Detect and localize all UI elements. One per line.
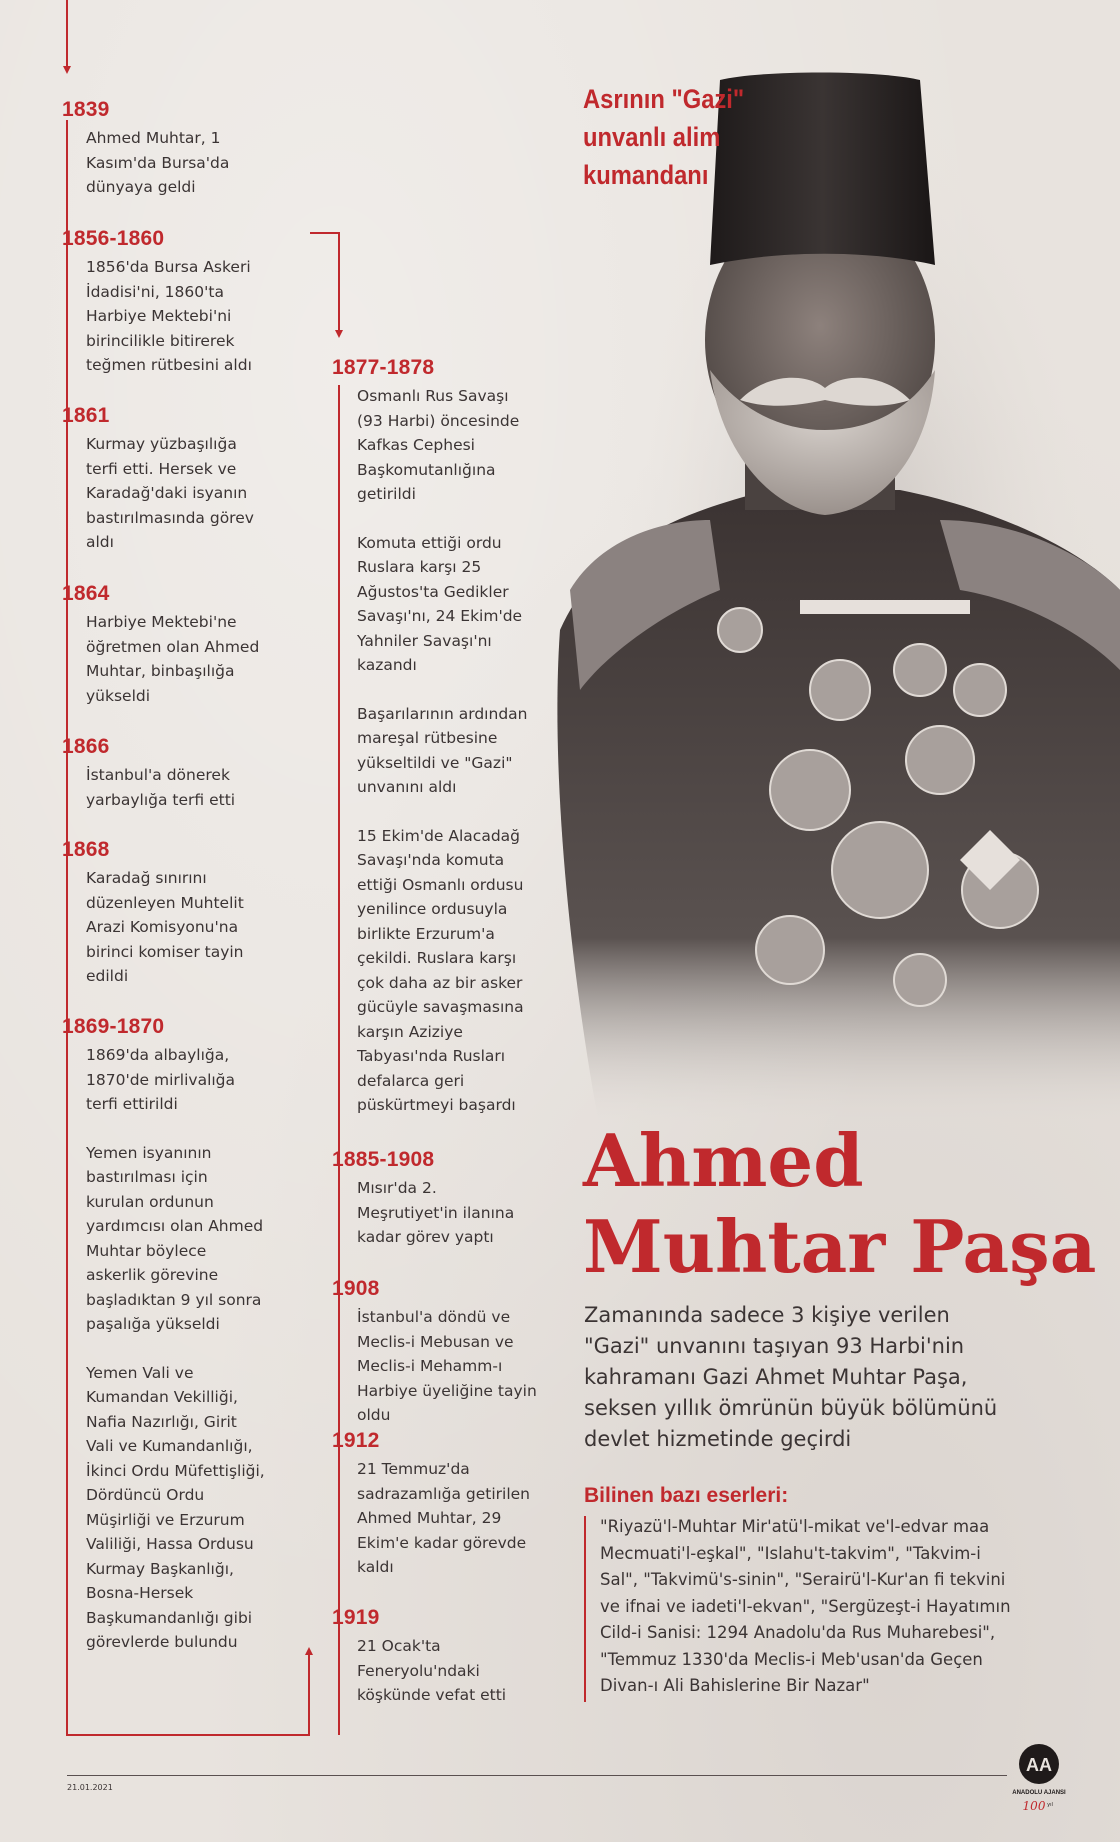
logo-badge-sub: yıl [1047,1802,1053,1808]
entry-1908-text: İstanbul'a döndü ve Meclis-i Mebusan ve Meclis-i Mehamm-ı Harbiye üyeliğine tayin oldu [357,1308,537,1424]
entry-1861-text: Kurmay yüzbaşılığa terfi etti. Hersek ve Karadağ'daki isyanın bastırılmasında görev aldı [86,435,254,551]
works-side-line [584,1516,586,1702]
entry-1839-text: Ahmed Muhtar, 1 Kasım'da Bursa'da dünyaya geldi [86,129,230,196]
publish-date: 21.01.2021 [67,1783,113,1792]
year-1912: 1912 [332,1429,380,1452]
logo-badge: 100 [1022,1799,1046,1813]
anadolu-ajansi-logo [1008,1742,1070,1834]
headline-line-2: unvanlı alim [583,122,721,152]
timeline-arrow-down-icon [63,66,71,74]
timeline-top-connector-b [338,232,340,332]
headline [583,80,744,194]
timeline-left-line-top [66,0,68,70]
year-1877-1878: 1877-1878 [332,356,435,379]
year-1908: 1908 [332,1277,380,1300]
headline-line-3: kumandanı [583,160,709,190]
works-heading: Bilinen bazı eserleri: [584,1484,789,1507]
intro-paragraph: Zamanında sadece 3 kişiye verilen "Gazi" unvanını taşıyan 93 Harbi'nin kahramanı Gazi Ahmet Muhtar Paşa, seksen yıllık ömrünün büyük bölümünü devlet hizmetinde geçirdi [584,1303,998,1451]
title-line-2: Muhtar Paşa [583,1204,1097,1289]
logo-initials: AA [1026,1755,1052,1775]
year-1864: 1864 [62,582,110,605]
year-1885-1908: 1885-1908 [332,1148,435,1171]
entry-1866-text: İstanbul'a dönerek yarbaylığa terfi etti [86,766,236,809]
page-title [583,1118,1096,1290]
entry-1919-text: 21 Ocak'ta Feneryolu'ndaki köşkünde vefat etti [357,1637,507,1704]
year-1861: 1861 [62,404,110,427]
portrait-photo [540,70,1120,1130]
year-1868: 1868 [62,838,110,861]
works-list: "Riyazü'l-Muhtar Mir'atü'l-mikat ve'l-edvar maa Mecmuati'l-eşkal", "Islahu't-takvim", "Takvim-i Sal", "Takvimü's-sinin", "Serairü'l-Kur'an fi tekvini ve ifnai ve iadeti'l-ekvan", "Sergüzeşt-i Hayatımın Cild-i Sanisi: 1294 Anadolu'da Rus Muharebesi", "Temmuz 1330'da Meclis-i Meb'usan'da Geçen Divan-ı Ali Bahislerine Bir Nazar" [600,1517,1011,1695]
entry-1869-text: 1869'da albaylığa, 1870'de mirlivalığa terfi ettirildi Yemen isyanının bastırılması için kurulan ordunun yardımcısı olan Ahmed Muhtar böylece askerlik görevine başladıktan 9 yıl sonra paşalığa yükseldi Yemen Vali ve Kumandan Vekilliği, Nafia Nazırlığı, Girit Vali ve Kumandanlığı, İkinci Ordu Müfettişliği, Dördüncü Ordu Müşirliği ve Erzurum Valiliği, Hassa Ordusu Kurmay Başkanlığı, Bosna-Hersek Başkumandanlığı gibi görevlerde bulundu [86,1046,265,1651]
entry-1885-text: Mısır'da 2. Meşrutiyet'in ilanına kadar görev yaptı [357,1179,515,1246]
timeline-top-connector-a [310,232,338,234]
timeline-right-connector-up [308,1655,310,1736]
year-1839: 1839 [62,98,110,121]
year-1919: 1919 [332,1606,380,1629]
year-1866: 1866 [62,735,110,758]
entry-1912-text: 21 Temmuz'da sadrazamlığa getirilen Ahmed Muhtar, 29 Ekim'e kadar görevde kaldı [357,1460,530,1576]
entry-1856-text: 1856'da Bursa Askeri İdadisi'ni, 1860'ta Harbiye Mektebi'ni birincilikle bitirerek teğmen rütbesini aldı [86,258,252,374]
title-line-1: Ahmed [583,1118,864,1203]
headline-line-1: Asrının "Gazi" [583,84,745,114]
logo-name: ANADOLU AJANSI [1012,1790,1066,1796]
entry-1864-text: Harbiye Mektebi'ne öğretmen olan Ahmed Muhtar, binbaşılığa yükseldi [86,613,260,705]
entry-1877-text: Osmanlı Rus Savaşı (93 Harbi) öncesinde Kafkas Cephesi Başkomutanlığına getirildi Komuta ettiği ordu Ruslara karşı 25 Ağustos'ta Gedikler Savaşı'nı, 24 Ekim'de Yahniler Savaşı'nı kazandı Başarılarının ardından mareşal rütbesine yükseltildi ve "Gazi" unvanını aldı 15 Ekim'de Alacadağ Savaşı'nda komuta ettiği Osmanlı ordusu yenilince ordusuyla birlikte Erzurum'a çekildi. Ruslara karşı çok daha az bir asker gücüyle savaşmasına karşın Aziziye Tabyası'nda Rusları defalarca geri püskürtmeyi başardı [357,387,528,1114]
entry-1868-text: Karadağ sınırını düzenleyen Muhtelit Arazi Komisyonu'na birinci komiser tayin edildi [86,869,244,985]
timeline-left-line [66,120,68,1735]
timeline-arrow-right-icon [335,330,343,338]
footer-divider [67,1775,1007,1776]
timeline-arrow-up-icon [305,1647,313,1655]
year-1856-1860: 1856-1860 [62,227,165,250]
timeline-bottom-connector [66,1734,310,1736]
timeline-right-line [338,385,340,1735]
year-1869-1870: 1869-1870 [62,1015,165,1038]
